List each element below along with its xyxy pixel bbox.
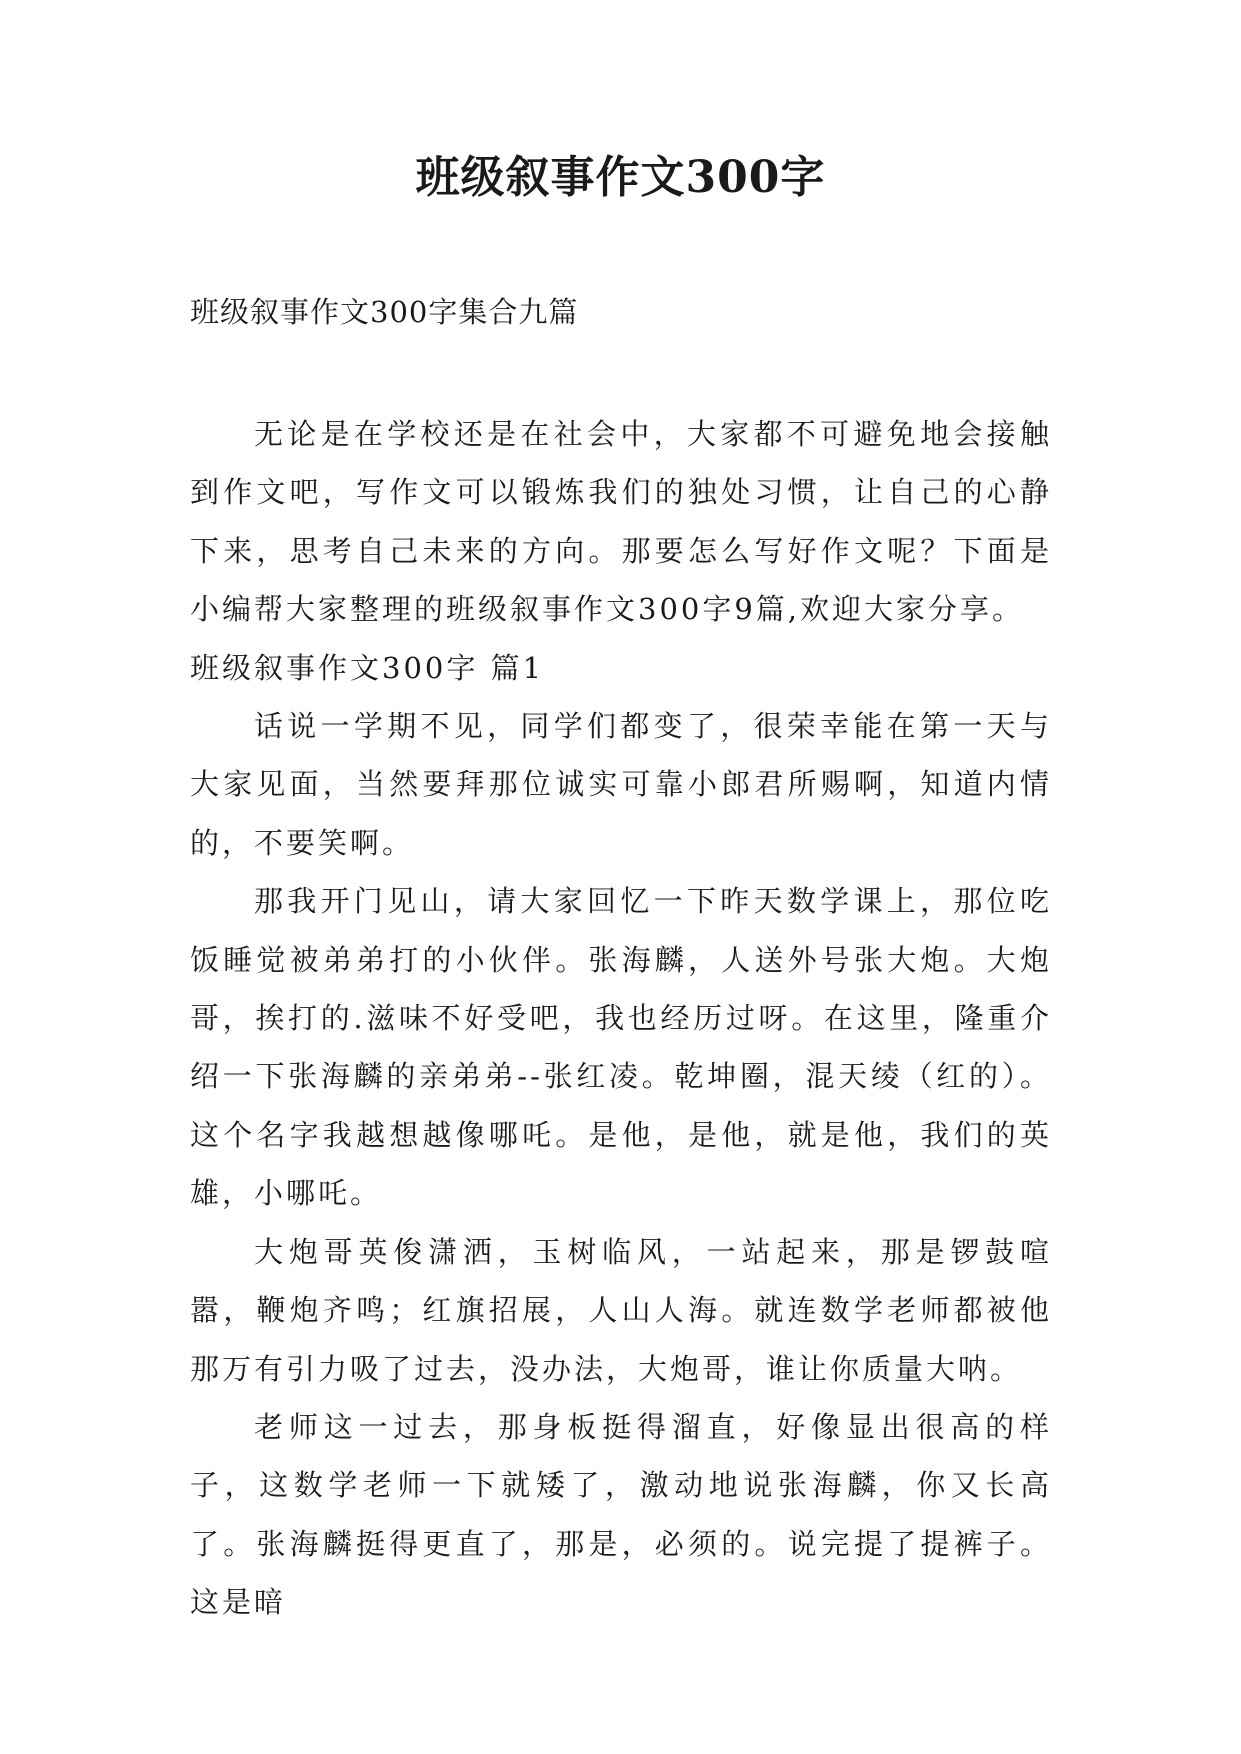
body-paragraph: 那我开门见山，请大家回忆一下昨天数学课上，那位吃饭睡觉被弟弟打的小伙伴。张海麟，人送外号张大炮。大炮哥，挨打的.滋味不好受吧，我也经历过呀。在这里，隆重介绍一下张海麟的亲弟弟--张红凌。乾坤圈，混天绫（红的）。这个名字我越想越像哪吒。是他，是他，就是他，我们的英雄，小哪吒。 (190, 884, 1052, 1211)
intro-paragraph: 无论是在学校还是在社会中，大家都不可避免地会接触到作文吧，写作文可以锻炼我们的独处习惯，让自己的心静下来，思考自己未来的方向。那要怎么写好作文呢？下面是小编帮大家整理的班级叙事作文300字9篇,欢迎大家分享。 (190, 417, 1052, 627)
document-body (190, 405, 1052, 1632)
body-paragraph: 话说一学期不见，同学们都变了，很荣幸能在第一天与大家见面，当然要拜那位诚实可靠小郎君所赐啊，知道内情的，不要笑啊。 (190, 709, 1052, 860)
body-paragraph: 大炮哥英俊潇洒，玉树临风，一站起来，那是锣鼓喧嚣，鞭炮齐鸣；红旗招展，人山人海。就连数学老师都被他那万有引力吸了过去，没办法，大炮哥，谁让你质量大呐。 (190, 1234, 1052, 1386)
document-title: 班级叙事作文300字 (415, 152, 826, 203)
body-paragraph: 老师这一过去，那身板挺得溜直，好像显出很高的样子，这数学老师一下就矮了，激动地说张海麟，你又长高了。张海麟挺得更直了，那是，必须的。说完提了提裤子。这是暗 (190, 1409, 1052, 1620)
document-subtitle: 班级叙事作文300字集合九篇 (190, 295, 579, 329)
section-heading: 班级叙事作文300字 篇1 (190, 650, 545, 685)
